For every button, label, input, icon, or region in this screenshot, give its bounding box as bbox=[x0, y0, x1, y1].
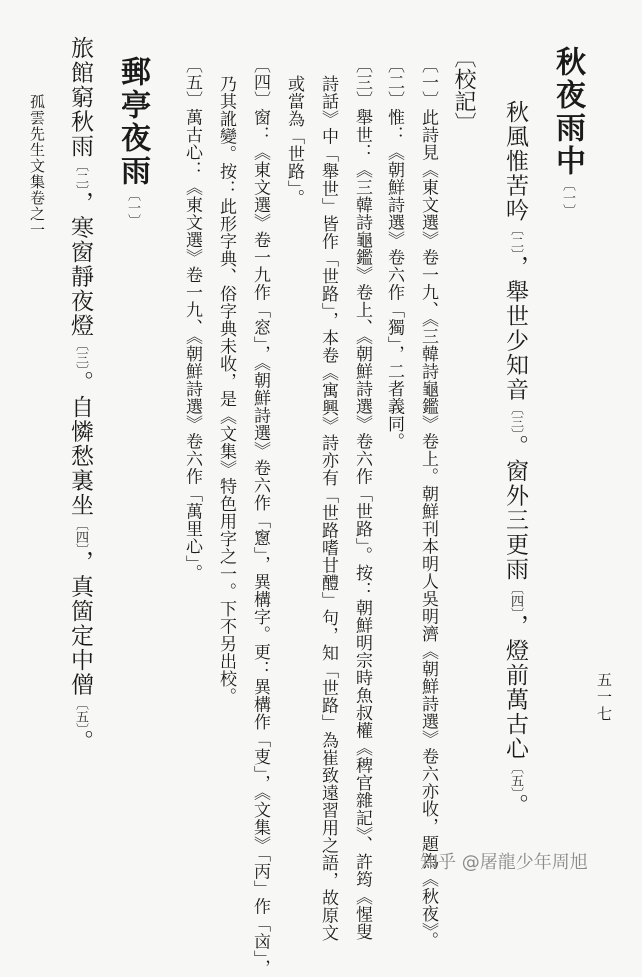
poem2-note-ref: 〔五〕 bbox=[73, 697, 88, 730]
page-number: 五一七 bbox=[595, 672, 613, 723]
collation-note-5: 〔五〕萬古心：《東文選》卷一九、《朝鮮詩選》卷六作「萬里心」。 bbox=[182, 56, 202, 582]
poem2-title: 郵亭夜雨 bbox=[115, 56, 150, 188]
collation-note-4-cont: 乃其訛變。按：此形字典、俗字典未收，是《文集》特色用字之一。下不另出校。 bbox=[216, 75, 236, 705]
poem2-note-ref: 〔二〕 bbox=[73, 158, 88, 191]
poem1-text bbox=[503, 100, 526, 818]
collation-note-4: 〔四〕窗：《東文選》卷一九作「窓」，《朝鮮詩選》卷六作「窻」，異構字。更：異構作「叓」，《文集》「丙」作「㐫」， bbox=[250, 56, 270, 977]
poem1-phrase: 。 bbox=[502, 793, 528, 818]
poem1-note-ref: 〔二〕 bbox=[508, 222, 523, 255]
poem1-phrase: ，燈前萬古心 bbox=[502, 614, 528, 761]
collation-note-2: 〔二〕惟：《朝鮮詩選》卷六作「獨」，二者義同。 bbox=[384, 56, 404, 450]
poem2-title-column bbox=[115, 56, 150, 227]
watermark: 知乎 @屠龍少年周旭 bbox=[420, 852, 588, 873]
poem1-note-ref: 〔三〕 bbox=[508, 402, 523, 435]
poem1-title-note: 〔一〕 bbox=[560, 178, 575, 217]
poem2-note-ref: 〔四〕 bbox=[73, 517, 88, 550]
poem1-note-ref: 〔五〕 bbox=[508, 761, 523, 794]
running-title: 孤雲先生文集卷之一 bbox=[28, 94, 46, 238]
poem2-phrase: 。自憐愁裏坐 bbox=[67, 370, 93, 518]
collation-note-3-end: 或當為「世路」。 bbox=[284, 75, 304, 207]
collation-note-3: 〔三〕舉世：《三韓詩龜鑑》卷上、《朝鮮詩選》卷六作「世路」。按：朝鮮明宗時魚叔權《稗官雜記》、許筠《惺叟 bbox=[352, 56, 372, 941]
poem2-title-note: 〔一〕 bbox=[125, 188, 140, 227]
poem2-text bbox=[68, 36, 91, 754]
poem2-phrase: ，寒窗靜夜燈 bbox=[67, 191, 93, 338]
poem1-phrase: 秋風惟苦吟 bbox=[502, 100, 528, 223]
poem2-phrase: 旅館窮秋雨 bbox=[67, 36, 93, 159]
poem1-note-ref: 〔四〕 bbox=[508, 581, 523, 614]
collation-heading: 〔校記〕 bbox=[451, 46, 476, 134]
poem1-title: 秋夜雨中 bbox=[550, 46, 585, 178]
poem2-phrase: 。 bbox=[67, 729, 93, 754]
poem2-note-ref: 〔三〕 bbox=[73, 338, 88, 371]
collation-note-1: 〔一〕此詩見《東文選》卷一九、《三韓詩龜鑑》卷上。朝鮮刊本明人吳明濟《朝鮮詩選》卷六亦收，題為《秋夜》。 bbox=[418, 56, 438, 949]
collation-note-3-cont: 詩話》中「舉世」皆作「世路」，本卷《寓興》詩亦有「世路嗜甘醴」句，知「世路」為崔致遠習用之語，故原文 bbox=[318, 75, 338, 942]
poem1-phrase: ，舉世少知音 bbox=[502, 255, 528, 402]
poem1-phrase: 。窗外三更雨 bbox=[502, 434, 528, 582]
poem2-phrase: ，真箇定中僧 bbox=[67, 550, 93, 697]
poem1-title-column bbox=[550, 46, 585, 217]
